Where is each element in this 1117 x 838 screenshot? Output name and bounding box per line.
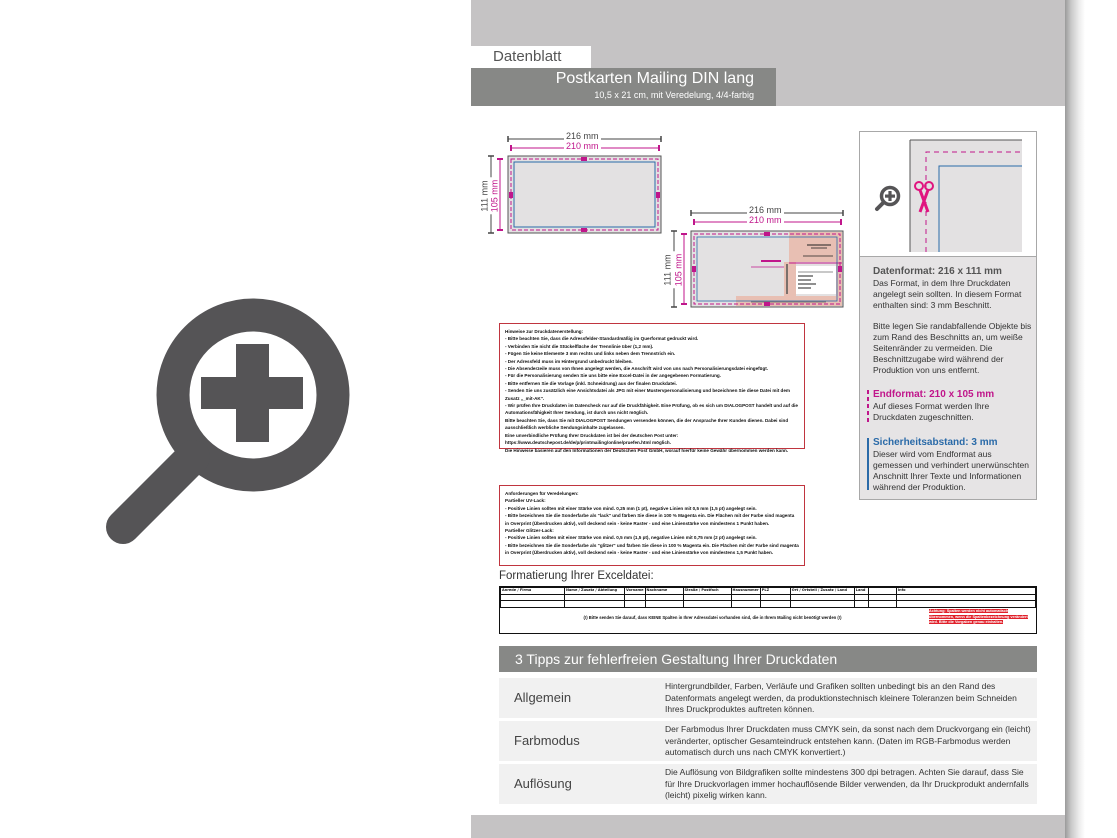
excel-format-table bbox=[499, 586, 1037, 634]
sicherheitsabstand-text: Dieser wird vom Endformat aus gemessen und verhindert unerwünschten Anschnitt Ihrer Texte und Informationen während der Produktion. bbox=[873, 449, 1029, 492]
endformat-text: Auf dieses Format werden Ihre Druckdaten zugeschnitten. bbox=[873, 401, 990, 422]
notes-line: Eine unverbindliche Prüfung Ihrer Druckdaten ist bei der deutschen Post unter: bbox=[505, 432, 679, 438]
tips-header: 3 Tipps zur fehlerfreien Gestaltung Ihrer Druckdaten bbox=[499, 646, 1037, 672]
notes-title: Hinweise zur Druckdatenerstellung: bbox=[505, 329, 584, 334]
excel-header-cell: PLZ bbox=[760, 588, 790, 595]
veredelung-line: Partieller Glitzer-Lack: bbox=[505, 528, 554, 534]
excel-header-cell: Straße / Postfach bbox=[683, 588, 731, 595]
zoom-in-icon[interactable] bbox=[105, 292, 355, 542]
veredelung-line: Partieller UV-Lack: bbox=[505, 498, 546, 504]
excel-header-cell: Land bbox=[854, 588, 868, 595]
druckdaten-notes-box bbox=[499, 323, 805, 453]
footer-band bbox=[471, 815, 1065, 838]
endformat-title: Endformat: 210 x 105 mm bbox=[873, 389, 995, 400]
notes-line: - Bitte entfernen Sie die Vorlage (inkl. Schneidrung) aus der finalen Druckdatei. bbox=[505, 380, 677, 386]
excel-section-title: Formatierung Ihrer Exceldatei: bbox=[499, 570, 654, 582]
sicherheitsabstand-marker bbox=[867, 438, 869, 490]
notes-link[interactable]: https://www.deutschepost.de/de/p/printmailing/online/pruefen.html möglich. bbox=[505, 440, 671, 446]
notes-line: - Wir prüfen Ihre Druckdaten im Datencheck nur auf die Druckfähigkeit. Eine Prüfung, ob es sich um DIALOGPOST handelt und auf die Automationsfähigkeit Ihrer Sendung, ist durch uns nicht möglich. bbox=[505, 403, 798, 416]
sicherheitsabstand-info bbox=[873, 436, 1033, 493]
excel-warning bbox=[927, 608, 1035, 633]
page-shadow bbox=[1065, 0, 1085, 838]
tip-row-aufloesung bbox=[499, 764, 1037, 804]
tip-text: Hintergrundbilder, Farben, Verläufe und Grafiken sollten unbedingt bis an den Rand des Datenformats angelegt werden, da produktionstechnisch kleinere Toleranzen beim Schneiden Ihres Druckproduktes auftreten können. bbox=[665, 681, 1017, 714]
tip-label: Farbmodus bbox=[514, 733, 580, 748]
excel-header-cell: Nachname bbox=[645, 588, 683, 595]
page-title: Postkarten Mailing DIN lang bbox=[555, 70, 754, 87]
bleed-detail-preview bbox=[860, 132, 1036, 257]
back-height-outer: 111 mm bbox=[662, 254, 673, 286]
veredelung-title: Anforderungen für Veredelungen: bbox=[505, 491, 579, 496]
notes-line: Bitte beachten Sie, dass Sie mit DIALOGPOST Sendungen versenden können, die der Ansprache Ihrer Kunden dienen. Dabei sind ausschließlich werbliche Sendungsinhalte zugelassen. bbox=[505, 417, 789, 431]
veredelung-notes-box bbox=[499, 485, 805, 566]
excel-header-cell: Anrede / Firma bbox=[501, 588, 565, 595]
excel-header-cell: Info bbox=[896, 588, 1035, 595]
excel-header-cell: Hausnummer bbox=[732, 588, 759, 593]
notes-line: - Die Absenderzeile muss von Ihnen angelegt werden, die Anschrift wird von uns nach Personalisierungsdatei eingefügt. bbox=[505, 366, 769, 372]
excel-header-cell: Name / Zusatz / Abteilung bbox=[565, 588, 625, 595]
datenformat-text: Das Format, in dem Ihre Druckdaten angelegt sein sollten. In diesem Format enthalten sind: 3 mm Beschnitt. bbox=[873, 278, 1022, 310]
veredelung-line: - Positive Linien sollten mit einer Stärke von mind. 0,25 mm (1 pt), negative Linien mit 0,5 mm (1,5 pt) angelegt sein. bbox=[505, 505, 757, 511]
datenformat-info bbox=[873, 265, 1033, 376]
scissors-icon bbox=[913, 180, 935, 214]
notes-line: - Senden Sie uns zusätzlich eine Ansichtsdatei als JPG mit einer Mustervpersonalisierung und bezeichnen Sie diese Datei mit dem Zusatz „_mit-AK". bbox=[505, 388, 790, 401]
excel-warning-text: Achtung: Spalten werden nicht automatisch übernommen, wenn die Spaltenbezeichnung verändert wird. Bitte die Vorgaben genau einhalten. bbox=[929, 609, 1028, 624]
sicherheitsabstand-title: Sicherheitsabstand: 3 mm bbox=[873, 437, 998, 448]
title-bar bbox=[471, 68, 776, 106]
front-width-outer: 216 mm bbox=[566, 131, 599, 141]
back-height-inner: 105 mm bbox=[673, 253, 684, 287]
front-height-inner: 105 mm bbox=[489, 179, 500, 213]
format-info-panel bbox=[859, 131, 1037, 500]
tip-label: Auflösung bbox=[514, 776, 572, 791]
tip-text: Die Auflösung von Bildgrafiken sollte mindestens 300 dpi betragen. Achten Sie darauf, dass Sie für Ihre Druckvorlagen immer hochauflösende Bilder verwenden, da Ihr Druckprodukt andernfalls (leicht) pixelig wirken kann. bbox=[665, 767, 1029, 800]
notes-line: - Für die Personalisierung senden Sie uns bitte eine Excel-Datei in der angegebenen Formatierung. bbox=[505, 373, 721, 379]
notes-line: - Fügen Sie keine Elemente 3 mm rechts und links neben dem Trennstrich ein. bbox=[505, 351, 676, 357]
front-width-inner: 210 mm bbox=[566, 141, 599, 151]
tip-text: Der Farbmodus Ihrer Druckdaten muss CMYK sein, da sonst nach dem Druckvorgang ein (leicht) veränderter, optischer Gesamteindruck entstehen kann. (Daten im RGB-Farbmodus werden automatisch durch uns nach CMYK konvertiert.) bbox=[665, 724, 1031, 757]
veredelung-line: - Positive Linien sollten mit einer Stärke von mind. 0,5 mm (1,5 pt), negative Linien mit 0,75 mm (2 pt) angelegt sein. bbox=[505, 535, 757, 541]
excel-note: (!) Bitte senden Sie darauf, dass KEINE Spalten in Ihrer Adressdatei vorhanden sind, die in Ihrem Mailing nicht benötigt werden (!) bbox=[583, 615, 842, 620]
notes-line: Die Hinweise basieren auf den Informationen der Deutschen Post GmbH, worauf hierfür keine Gewähr übernommen werden kann. bbox=[505, 447, 789, 453]
datenformat-title: Datenformat: 216 x 111 mm bbox=[873, 266, 1002, 277]
excel-header-cell: Ort / Ortsteil / Zusatz / Land bbox=[790, 588, 854, 595]
datenformat-text-2: Bitte legen Sie randabfallende Objekte bis zum Rand des Beschnitts an, um weiße Seitenränder zu vermeiden. Die Beschnittzugabe wird während der Produktion von uns entfernt. bbox=[873, 321, 1032, 375]
tip-row-allgemein bbox=[499, 678, 1037, 718]
tip-label: Allgemein bbox=[514, 690, 572, 705]
tip-row-farbmodus bbox=[499, 721, 1037, 761]
back-width-outer: 216 mm bbox=[749, 205, 782, 215]
zoom-in-icon[interactable] bbox=[873, 184, 903, 214]
back-width-inner: 210 mm bbox=[749, 215, 782, 225]
veredelung-line: - Bitte bezeichnen Sie die Sonderfarbe als "lack" und färben Sie diese in 100 % Magenta ein. Die Flächen mit der Farbe sind magenta in Overprint (Überdrucken aktiv), voll deckend sein - keine Raster - und eine Linienstärke von mindestens 1 Punkt haben. bbox=[505, 513, 795, 526]
veredelung-line: - Bitte bezeichnen Sie die Sonderfarbe als "glitzer" und färben Sie diese in 100 % Magenta ein. Die Flächen mit der Farbe sind magenta in Overprint (Überdrucken aktiv), voll deckend sein - keine Raster - und eine Linienstärke von mindestens 1,5 Punkt haben. bbox=[505, 542, 799, 556]
page-subtitle: 10,5 x 21 cm, mit Veredelung, 4/4-farbig bbox=[594, 90, 754, 100]
notes-line: - Verbinden Sie nicht die Stückelfläche der Trennlinie über (1,2 mm). bbox=[505, 343, 654, 349]
document-page bbox=[471, 0, 1065, 838]
notes-line: - Bitte beachten Sie, dass die Adressfelder-Standardmäßig im Querformat gedruckt wird. bbox=[505, 336, 699, 342]
front-height-outer: 111 mm bbox=[479, 180, 490, 212]
front-format-diagram bbox=[481, 126, 671, 241]
endformat-info bbox=[873, 388, 1033, 423]
back-format-diagram bbox=[661, 200, 851, 315]
datenblatt-label: Datenblatt bbox=[471, 46, 591, 68]
excel-header-cell: Vorname bbox=[626, 588, 644, 593]
notes-line: - Der Adressfeld muss im Hintergrund unbedruckt bleiben. bbox=[505, 358, 633, 364]
endformat-marker bbox=[867, 390, 869, 424]
